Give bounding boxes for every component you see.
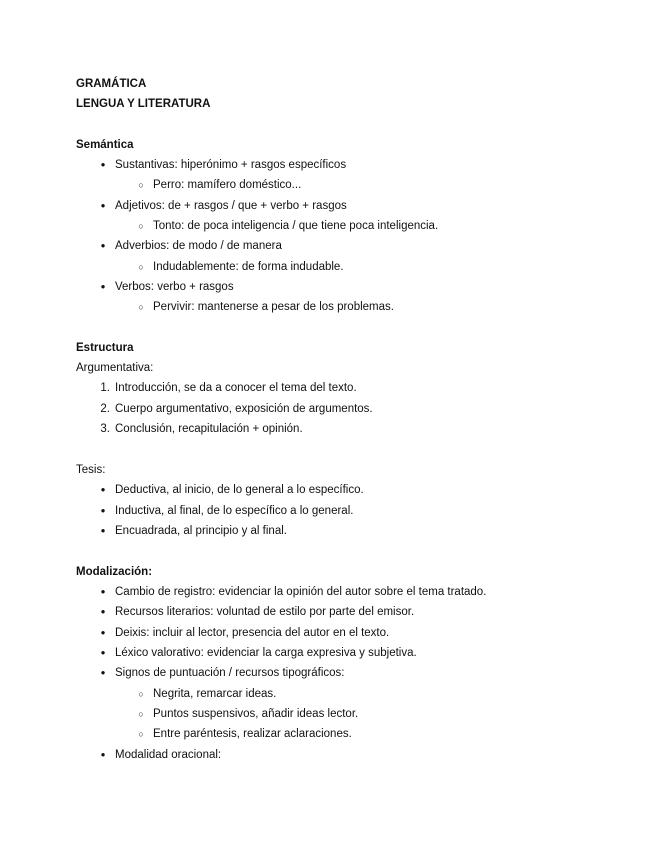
bullet-disc-icon: ●	[100, 160, 106, 169]
bullet-disc-icon: ●	[100, 485, 106, 494]
bullet-disc-icon: ●	[100, 668, 106, 677]
list-item-text: Léxico valorativo: evidenciar la carga expresiva y subjetiva.	[115, 647, 417, 659]
list-subitem-text: Negrita, remarcar ideas.	[153, 688, 277, 700]
item-number: 2.	[100, 403, 110, 415]
bullet-circle-icon: ○	[138, 729, 144, 739]
subheading-tesis: Tesis:	[76, 464, 106, 476]
numbered-item-text: Introducción, se da a conocer el tema del texto.	[115, 382, 357, 394]
section-heading-semantica: Semántica	[76, 139, 134, 151]
section-heading-modalizacion: Modalización:	[76, 566, 153, 578]
bullet-circle-icon: ○	[138, 689, 144, 699]
item-number: 3.	[100, 423, 110, 435]
bullet-disc-icon: ●	[100, 282, 106, 291]
doc-title-gramatica: GRAMÁTICA	[76, 78, 147, 90]
list-item-text: Recursos literarios: voluntad de estilo por parte del emisor.	[115, 606, 415, 618]
list-item-text: Inductiva, al final, de lo específico a lo general.	[115, 505, 354, 517]
bullet-disc-icon: ●	[100, 607, 106, 616]
list-subitem-text: Indudablemente: de forma indudable.	[153, 261, 344, 273]
subheading-argumentativa: Argumentativa:	[76, 362, 154, 374]
list-item-text: Verbos: verbo + rasgos	[115, 281, 234, 293]
list-subitem-text: Puntos suspensivos, añadir ideas lector.	[153, 708, 359, 720]
list-subitem-text: Tonto: de poca inteligencia / que tiene poca inteligencia.	[153, 220, 439, 232]
bullet-disc-icon: ●	[100, 750, 106, 759]
list-item-text: Sustantivas: hiperónimo + rasgos específicos	[115, 159, 347, 171]
list-item-text: Signos de puntuación / recursos tipográficos:	[115, 667, 345, 679]
bullet-circle-icon: ○	[138, 221, 144, 231]
list-subitem-text: Pervivir: mantenerse a pesar de los problemas.	[153, 301, 394, 313]
list-item-text: Modalidad oracional:	[115, 749, 222, 761]
bullet-disc-icon: ●	[100, 648, 106, 657]
bullet-disc-icon: ●	[100, 587, 106, 596]
item-number: 1.	[100, 382, 110, 394]
bullet-circle-icon: ○	[138, 302, 144, 312]
list-item-text: Adjetivos: de + rasgos / que + verbo + rasgos	[115, 200, 347, 212]
doc-title-lengua: LENGUA Y LITERATURA	[76, 98, 211, 110]
list-item-text: Encuadrada, al principio y al final.	[115, 525, 287, 537]
bullet-disc-icon: ●	[100, 628, 106, 637]
list-subitem-text: Perro: mamífero doméstico...	[153, 179, 302, 191]
bullet-circle-icon: ○	[138, 262, 144, 272]
section-heading-estructura: Estructura	[76, 342, 134, 354]
list-subitem-text: Entre paréntesis, realizar aclaraciones.	[153, 728, 352, 740]
list-item-text: Deductiva, al inicio, de lo general a lo específico.	[115, 484, 364, 496]
numbered-item-text: Cuerpo argumentativo, exposición de argumentos.	[115, 403, 373, 415]
bullet-disc-icon: ●	[100, 201, 106, 210]
numbered-item-text: Conclusión, recapitulación + opinión.	[115, 423, 303, 435]
list-item-text: Cambio de registro: evidenciar la opinión del autor sobre el tema tratado.	[115, 586, 487, 598]
list-item-text: Deixis: incluir al lector, presencia del autor en el texto.	[115, 627, 390, 639]
bullet-circle-icon: ○	[138, 709, 144, 719]
bullet-disc-icon: ●	[100, 241, 106, 250]
bullet-disc-icon: ●	[100, 526, 106, 535]
bullet-circle-icon: ○	[138, 180, 144, 190]
bullet-disc-icon: ●	[100, 506, 106, 515]
list-item-text: Adverbios: de modo / de manera	[115, 240, 282, 252]
